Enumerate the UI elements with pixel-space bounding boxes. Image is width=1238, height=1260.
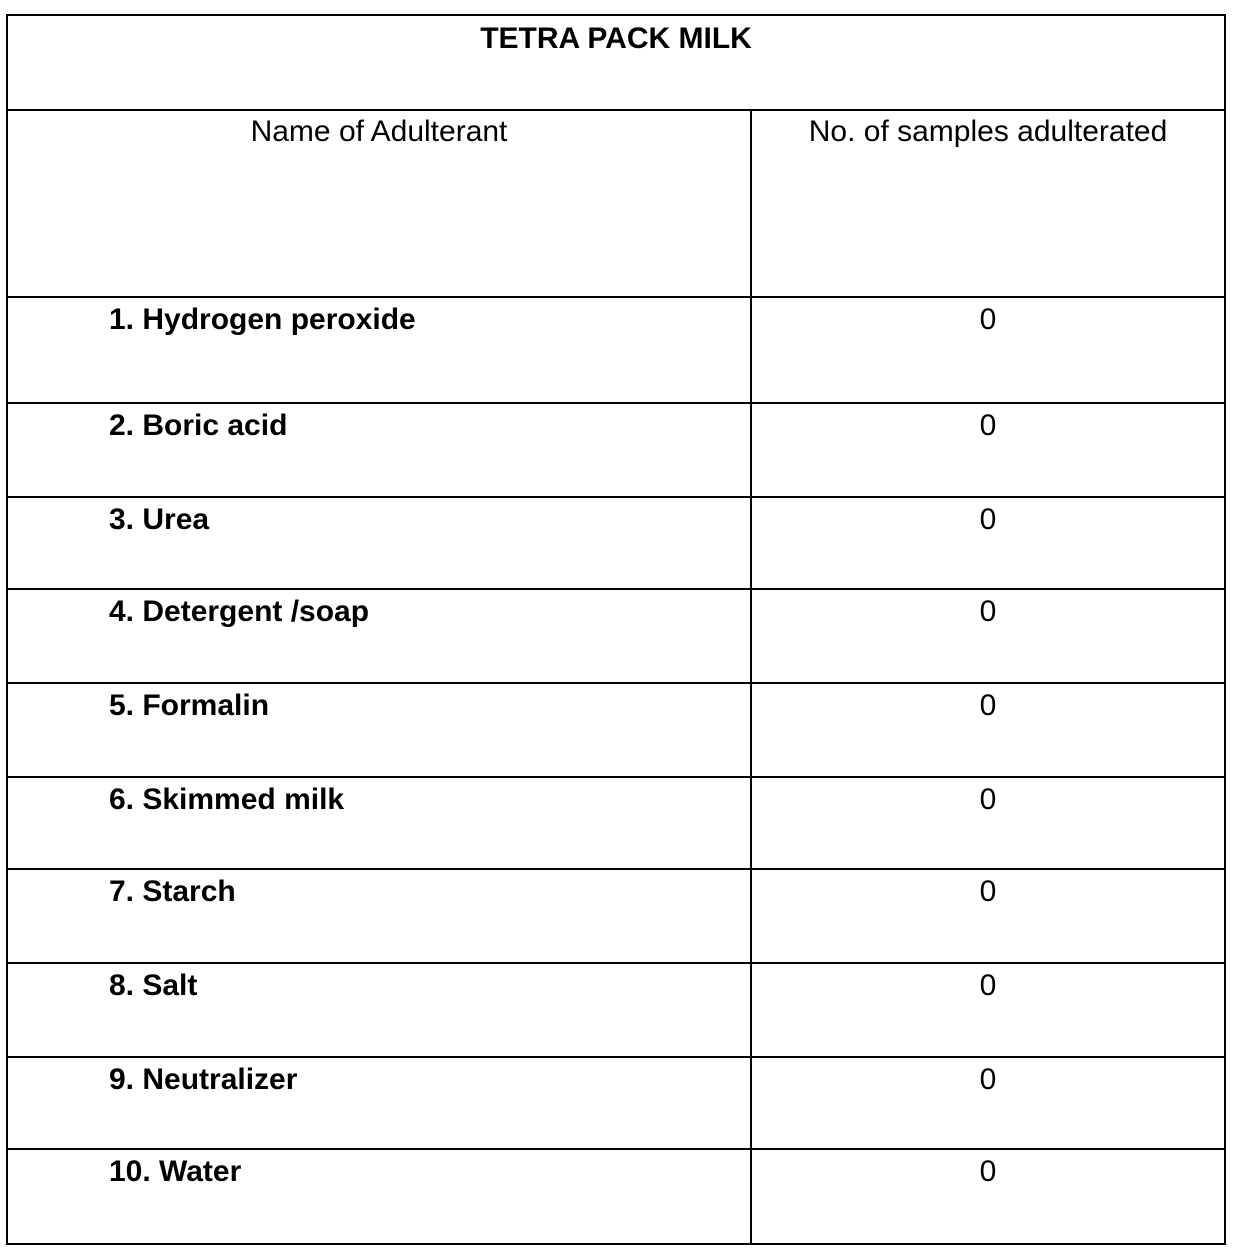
- table-row: [7, 1057, 1225, 1149]
- adulterant-name: 2. Boric acid: [7, 403, 751, 497]
- samples-count: 0: [751, 589, 1225, 683]
- samples-count: 0: [751, 1149, 1225, 1244]
- table-row: [7, 869, 1225, 963]
- table-row: [7, 403, 1225, 497]
- adulterant-name: 5. Formalin: [7, 683, 751, 777]
- adulterant-name: 4. Detergent /soap: [7, 589, 751, 683]
- header-samples-count: No. of samples adulterated: [751, 110, 1225, 297]
- table-row: [7, 589, 1225, 683]
- samples-count: 0: [751, 1057, 1225, 1149]
- adulterant-name: 1. Hydrogen peroxide: [7, 297, 751, 403]
- table-title: TETRA PACK MILK: [7, 15, 1225, 110]
- table-row: [7, 683, 1225, 777]
- samples-count: 0: [751, 497, 1225, 589]
- samples-count: 0: [751, 683, 1225, 777]
- adulterant-name: 8. Salt: [7, 963, 751, 1057]
- table-row: [7, 1149, 1225, 1244]
- samples-count: 0: [751, 297, 1225, 403]
- adulterant-table: [6, 14, 1226, 1245]
- adulterant-name: 6. Skimmed milk: [7, 777, 751, 869]
- adulterant-name: 3. Urea: [7, 497, 751, 589]
- samples-count: 0: [751, 777, 1225, 869]
- table-row: [7, 497, 1225, 589]
- adulterant-name: 10. Water: [7, 1149, 751, 1244]
- samples-count: 0: [751, 869, 1225, 963]
- samples-count: 0: [751, 403, 1225, 497]
- table-row: [7, 963, 1225, 1057]
- adulterant-name: 7. Starch: [7, 869, 751, 963]
- table-row: [7, 297, 1225, 403]
- header-row: [7, 110, 1225, 297]
- table-row: [7, 777, 1225, 869]
- title-row: [7, 15, 1225, 110]
- samples-count: 0: [751, 963, 1225, 1057]
- adulterant-name: 9. Neutralizer: [7, 1057, 751, 1149]
- header-adulterant-name: Name of Adulterant: [7, 110, 751, 297]
